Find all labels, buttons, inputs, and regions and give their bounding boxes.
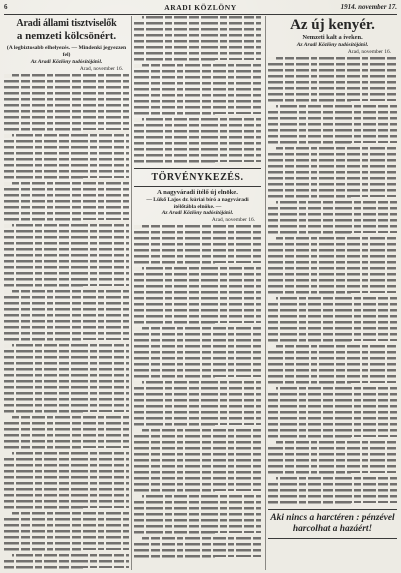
column-divider — [265, 16, 266, 570]
body-paragraph — [4, 554, 129, 570]
body-paragraph — [134, 537, 261, 561]
article-headline-line-2: a nemzeti kölcsönért. — [16, 30, 117, 42]
body-paragraph — [4, 74, 129, 134]
issue-date: 1914. november 17. — [340, 3, 397, 11]
body-paragraph — [4, 224, 129, 290]
article-byline: Az Aradi Közlöny tudósítójától. — [161, 210, 234, 216]
body-paragraph — [134, 267, 261, 327]
body-paragraph — [268, 441, 397, 477]
section-rule — [134, 168, 261, 169]
newspaper-title: ARADI KÖZLÖNY — [164, 3, 237, 12]
body-paragraph — [268, 105, 397, 147]
section-rule — [134, 186, 261, 187]
body-paragraph — [134, 64, 261, 118]
column-middle — [134, 16, 261, 570]
article-byline: Az Aradi Közlöny tudósítójától. — [296, 42, 369, 48]
article-dateline: Arad, november 16. — [347, 49, 391, 55]
body-paragraph — [268, 387, 397, 441]
body-paragraph — [268, 237, 397, 297]
body-paragraph — [268, 297, 397, 345]
body-paragraph — [268, 57, 397, 105]
body-paragraph — [4, 134, 129, 182]
body-paragraph — [4, 344, 129, 416]
section-title: TÖRVÉNYKEZÉS. — [151, 172, 244, 183]
body-paragraph — [134, 381, 261, 429]
page-header — [4, 2, 397, 13]
body-paragraph — [268, 147, 397, 201]
article-subhead: Nemzeti kalt a íveken. — [302, 34, 363, 41]
article-headline: A nagyváradi ítélő új elnöke. — [157, 189, 238, 196]
article-lead: — Lükő Lajos dr. kúriai bíró a nagyváradi ítélőtábla elnöke. — — [146, 197, 249, 210]
body-paragraph — [4, 182, 129, 224]
body-paragraph — [268, 477, 397, 507]
article-headline: Az új kenyér. — [290, 17, 375, 33]
body-paragraph — [134, 495, 261, 537]
column-divider — [131, 16, 132, 570]
article-subhead: (A legbiztosabb elhelyezés. — Mindenki jegyezzen fel) — [6, 45, 127, 58]
body-paragraph — [134, 429, 261, 495]
appeal-rule — [268, 509, 397, 510]
body-paragraph — [4, 416, 129, 452]
column-right — [268, 16, 397, 570]
article-headline: Aradi állami tisztviselők — [16, 18, 117, 29]
body-paragraph — [134, 16, 261, 64]
body-paragraph — [134, 118, 261, 166]
article-byline: Az Aradi Közlöny tudósítójától. — [30, 59, 103, 65]
body-paragraph — [4, 512, 129, 554]
page-number: 6 — [4, 3, 8, 11]
body-paragraph — [4, 452, 129, 512]
body-paragraph — [4, 290, 129, 344]
appeal-banner: Aki nincs a harctéren : pénzével harcolhat a hazáért! — [270, 513, 395, 534]
header-rule — [4, 14, 397, 15]
column-left — [4, 16, 129, 570]
body-paragraph — [268, 345, 397, 387]
body-paragraph — [268, 201, 397, 237]
article-dateline: Arad, november 16. — [79, 66, 123, 72]
appeal-rule — [268, 538, 397, 539]
article-dateline: Arad, november 16. — [211, 217, 255, 223]
body-paragraph — [134, 327, 261, 381]
body-paragraph — [134, 225, 261, 267]
